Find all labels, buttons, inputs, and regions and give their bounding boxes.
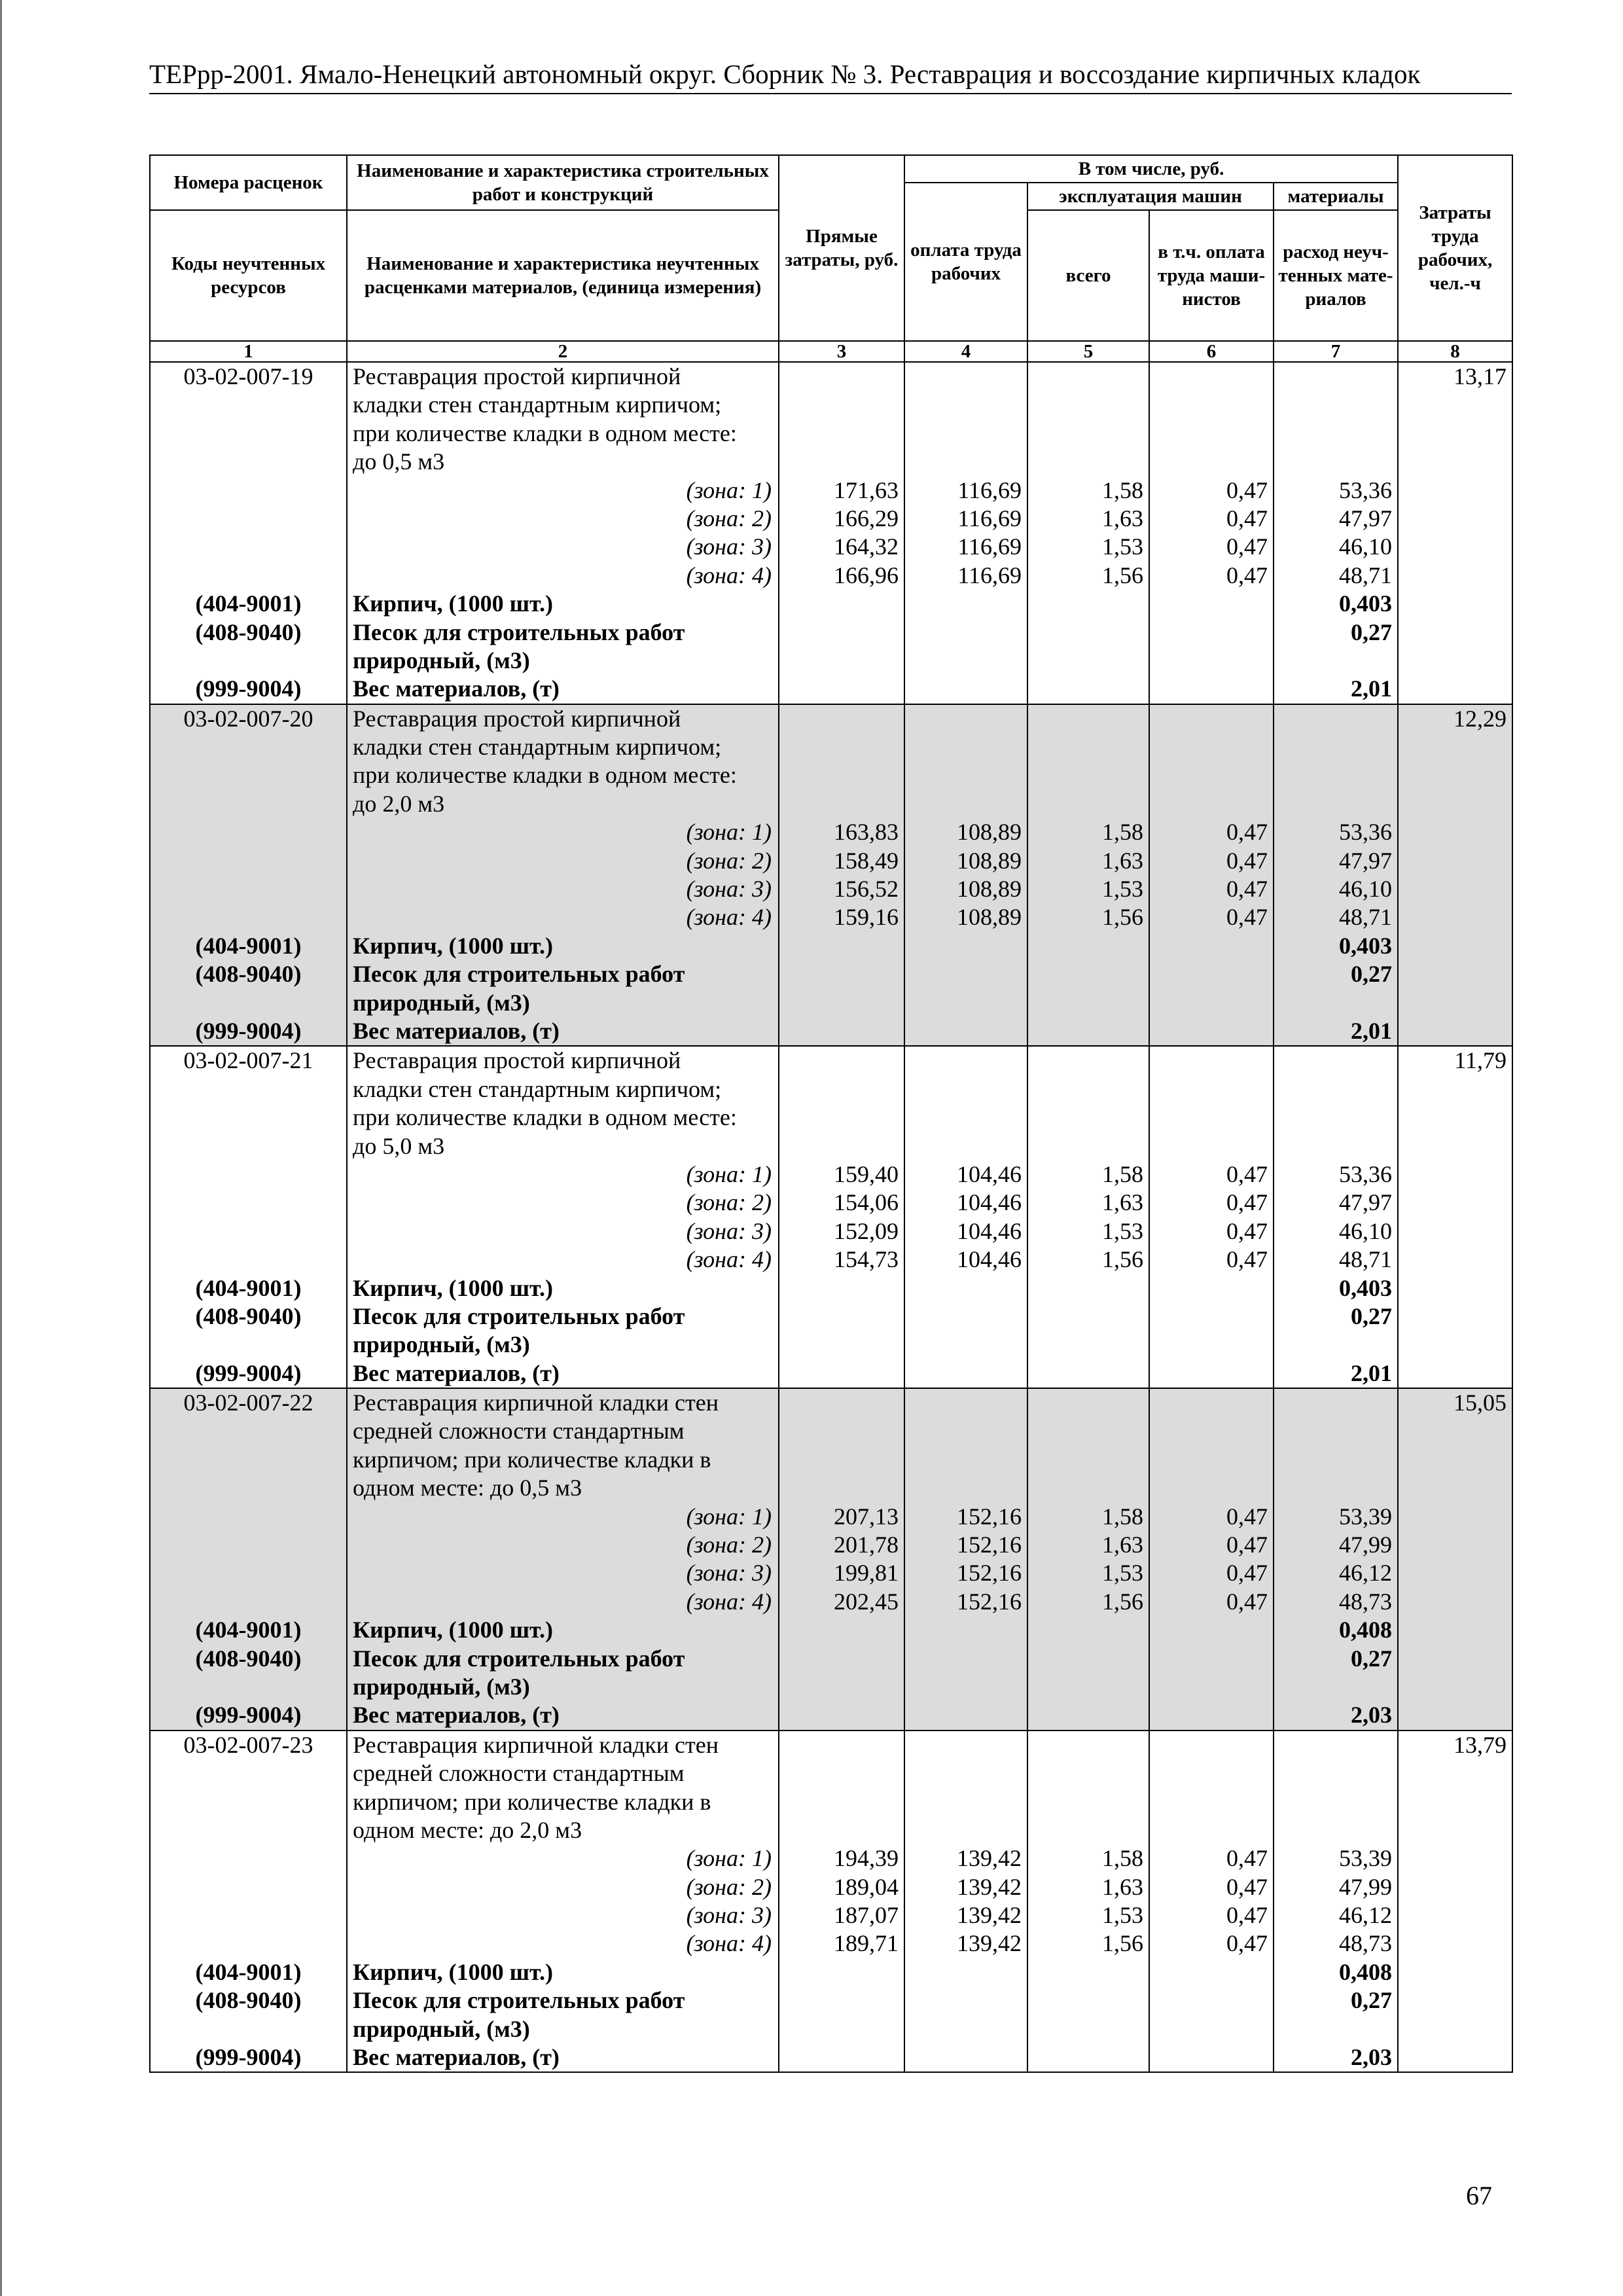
- worker-wages: 108,89: [957, 847, 1022, 874]
- materials-cost: 48,73: [1339, 1930, 1393, 1957]
- materials-cost: 48,73: [1339, 1588, 1393, 1615]
- materials-cost: 47,99: [1339, 1873, 1393, 1900]
- zone-label: (зона: 4): [686, 1246, 772, 1273]
- materials-cost: 48,71: [1339, 1246, 1393, 1273]
- machines-total: 1,56: [1102, 1588, 1143, 1615]
- worker-wages: 104,46: [957, 1246, 1022, 1273]
- resource-consumption: 0,408: [1339, 1958, 1393, 1985]
- rate-code-cell: [150, 704, 347, 1047]
- direct-costs: 189,04: [834, 1873, 899, 1900]
- worker-wages-cell: [904, 704, 1027, 1047]
- header-material-name: Наименование и характеристика неучтенных расценками материалов, (единица измерения): [347, 210, 779, 341]
- rate-name-line: кирпичом; при количестве кладки в: [353, 1446, 711, 1473]
- resource-name-continued: природный, (м3): [353, 2015, 530, 2042]
- rate-name-line: кладки стен стандартным кирпичом;: [353, 391, 722, 418]
- machinist-wages: 0,47: [1226, 819, 1268, 846]
- page-number: 67: [1466, 2181, 1492, 2210]
- column-number: 4: [904, 341, 1027, 362]
- zone-label: (зона: 3): [686, 1560, 772, 1587]
- machines-total-cell: [1027, 362, 1149, 704]
- rate-code-cell: [150, 1046, 347, 1388]
- machines-total: 1,53: [1102, 1902, 1143, 1929]
- direct-costs: 187,07: [834, 1902, 899, 1929]
- resource-name: Вес материалов, (т): [353, 2044, 560, 2071]
- worker-wages: 116,69: [957, 505, 1022, 531]
- resource-code: (999-9004): [195, 2044, 302, 2071]
- resource-name: Вес материалов, (т): [353, 1702, 560, 1729]
- direct-costs: 156,52: [834, 876, 899, 903]
- column-number: 5: [1027, 341, 1149, 362]
- rate-name-cell: [347, 704, 779, 1047]
- zone-label: (зона: 4): [686, 904, 772, 931]
- zone-label: (зона: 3): [686, 1902, 772, 1929]
- direct-costs: 152,09: [834, 1217, 899, 1244]
- resource-name: Песок для строительных работ: [353, 1645, 685, 1672]
- materials-cost: 48,71: [1339, 904, 1393, 931]
- worker-wages-cell: [904, 362, 1027, 704]
- machinist-wages: 0,47: [1226, 1246, 1268, 1273]
- header-work-name: Наименование и характеристика строительных работ и конструкций: [347, 155, 779, 210]
- resource-name-continued: природный, (м3): [353, 1331, 530, 1358]
- resource-name: Песок для строительных работ: [353, 1302, 685, 1329]
- machinist-wages: 0,47: [1226, 1217, 1268, 1244]
- resource-code: (404-9001): [195, 590, 302, 617]
- header-material-consumption: расход неуч-тенных мате-риалов: [1274, 210, 1398, 341]
- rate-name-line: до 0,5 м3: [353, 448, 445, 475]
- machines-total: 1,63: [1102, 847, 1143, 874]
- machines-total: 1,58: [1102, 1845, 1143, 1872]
- resource-code: (408-9040): [195, 1645, 302, 1672]
- rate-row: [150, 362, 1512, 704]
- worker-wages-cell: [904, 1388, 1027, 1731]
- materials-cost: 53,39: [1339, 1503, 1393, 1530]
- zone-label: (зона: 1): [686, 1845, 772, 1872]
- machinist-wages: 0,47: [1226, 476, 1268, 503]
- column-number: 7: [1274, 341, 1398, 362]
- direct-costs: 166,29: [834, 505, 899, 531]
- materials-cost: 46,10: [1339, 1217, 1393, 1244]
- resource-code: (404-9001): [195, 1274, 302, 1301]
- machines-total: 1,53: [1102, 1560, 1143, 1587]
- rate-name-line: одном месте: до 0,5 м3: [353, 1475, 582, 1501]
- resource-code: (408-9040): [195, 1302, 302, 1329]
- column-number: 1: [150, 341, 347, 362]
- zone-label: (зона: 2): [686, 1189, 772, 1216]
- machines-total: 1,63: [1102, 1873, 1143, 1900]
- rates-table: [149, 154, 1513, 2073]
- rate-name-line: кладки стен стандартным кирпичом;: [353, 734, 722, 761]
- resource-name: Кирпич, (1000 шт.): [353, 932, 553, 959]
- resource-name: Кирпич, (1000 шт.): [353, 1958, 553, 1985]
- machines-total: 1,53: [1102, 1217, 1143, 1244]
- resource-consumption: 0,27: [1351, 1302, 1393, 1329]
- direct-costs: 207,13: [834, 1503, 899, 1530]
- rate-code: 03-02-007-22: [183, 1390, 313, 1416]
- rate-entry: [150, 362, 1512, 704]
- worker-wages: 104,46: [957, 1189, 1022, 1216]
- machines-total: 1,53: [1102, 533, 1143, 560]
- machines-total-cell: [1027, 1731, 1149, 2073]
- worker-wages: 104,46: [957, 1160, 1022, 1187]
- resource-consumption: 0,27: [1351, 961, 1393, 988]
- resource-consumption: 0,403: [1339, 1274, 1393, 1301]
- direct-costs-cell: [779, 704, 904, 1047]
- resource-name-continued: природный, (м3): [353, 989, 530, 1016]
- zone-label: (зона: 4): [686, 1588, 772, 1615]
- resource-name: Кирпич, (1000 шт.): [353, 590, 553, 617]
- machines-total: 1,56: [1102, 1246, 1143, 1273]
- machinist-wages: 0,47: [1226, 1930, 1268, 1957]
- machinist-wages: 0,47: [1226, 505, 1268, 531]
- resource-consumption: 2,01: [1351, 1359, 1393, 1386]
- labor-hours-cell: [1398, 704, 1512, 1047]
- direct-costs-cell: [779, 1388, 904, 1731]
- resource-consumption: 2,03: [1351, 2044, 1393, 2071]
- worker-wages: 116,69: [957, 533, 1022, 560]
- resource-consumption: 0,403: [1339, 932, 1393, 959]
- column-number: 3: [779, 341, 904, 362]
- machinist-wages: 0,47: [1226, 847, 1268, 874]
- resource-name: Вес материалов, (т): [353, 1359, 560, 1386]
- machines-total-cell: [1027, 704, 1149, 1047]
- resource-consumption: 0,27: [1351, 1645, 1393, 1672]
- direct-costs: 189,71: [834, 1930, 899, 1957]
- resource-consumption: 0,403: [1339, 590, 1393, 617]
- resource-consumption: 0,27: [1351, 619, 1393, 645]
- resource-name: Песок для строительных работ: [353, 619, 685, 645]
- machinist-wages-cell: [1149, 1388, 1274, 1731]
- materials-cell: [1274, 362, 1398, 704]
- materials-cost: 48,71: [1339, 562, 1393, 588]
- materials-cost: 47,97: [1339, 847, 1393, 874]
- direct-costs: 159,40: [834, 1160, 899, 1187]
- zone-label: (зона: 3): [686, 533, 772, 560]
- header-direct-costs: Прямые затраты, руб.: [779, 155, 904, 341]
- worker-wages: 152,16: [957, 1560, 1022, 1587]
- machinist-wages: 0,47: [1226, 904, 1268, 931]
- resource-name: Песок для строительных работ: [353, 961, 685, 988]
- materials-cost: 46,10: [1339, 533, 1393, 560]
- rate-entry: [150, 704, 1512, 1047]
- machines-total: 1,56: [1102, 904, 1143, 931]
- header-rate-numbers: Номера расценок: [150, 155, 347, 210]
- machinist-wages: 0,47: [1226, 1873, 1268, 1900]
- machines-total: 1,63: [1102, 1532, 1143, 1558]
- zone-label: (зона: 2): [686, 1532, 772, 1558]
- header-machine-operation: эксплуатация машин: [1027, 183, 1274, 210]
- machinist-wages: 0,47: [1226, 1845, 1268, 1872]
- machinist-wages: 0,47: [1226, 1160, 1268, 1187]
- machinist-wages: 0,47: [1226, 1503, 1268, 1530]
- resource-name: Песок для строительных работ: [353, 1987, 685, 2014]
- resource-consumption: 2,01: [1351, 1017, 1393, 1044]
- materials-cost: 47,99: [1339, 1532, 1393, 1558]
- worker-wages: 108,89: [957, 904, 1022, 931]
- resource-consumption: 2,01: [1351, 675, 1393, 702]
- rate-name-cell: [347, 1388, 779, 1731]
- worker-wages: 139,42: [957, 1902, 1022, 1929]
- labor-hours: 12,29: [1454, 705, 1507, 732]
- column-number: 6: [1149, 341, 1274, 362]
- worker-wages: 108,89: [957, 876, 1022, 903]
- materials-cell: [1274, 1046, 1398, 1388]
- resource-name: Вес материалов, (т): [353, 1017, 560, 1044]
- resource-code: (999-9004): [195, 1359, 302, 1386]
- rate-code: 03-02-007-21: [183, 1047, 313, 1074]
- materials-cost: 53,36: [1339, 819, 1393, 846]
- machines-total: 1,58: [1102, 1160, 1143, 1187]
- zone-label: (зона: 3): [686, 1217, 772, 1244]
- rate-name-line: кладки стен стандартным кирпичом;: [353, 1075, 722, 1102]
- direct-costs: 164,32: [834, 533, 899, 560]
- machines-total: 1,53: [1102, 876, 1143, 903]
- resource-name: Вес материалов, (т): [353, 675, 560, 702]
- machinist-wages: 0,47: [1226, 876, 1268, 903]
- worker-wages: 108,89: [957, 819, 1022, 846]
- rate-name-cell: [347, 1731, 779, 2073]
- direct-costs: 166,96: [834, 562, 899, 588]
- rate-name-line: средней сложности стандартным: [353, 1418, 685, 1444]
- direct-costs-cell: [779, 362, 904, 704]
- resource-name-continued: природный, (м3): [353, 1673, 530, 1700]
- direct-costs: 163,83: [834, 819, 899, 846]
- resource-code: (408-9040): [195, 961, 302, 988]
- resource-code: (408-9040): [195, 619, 302, 645]
- zone-label: (зона: 1): [686, 476, 772, 503]
- page-edge: [0, 0, 2, 2296]
- document-header: ТЕРрр-2001. Ямало-Ненецкий автономный округ. Сборник № 3. Реставрация и воссоздание кирпичных кладок: [149, 59, 1421, 89]
- zone-label: (зона: 2): [686, 1873, 772, 1900]
- machines-total: 1,58: [1102, 1503, 1143, 1530]
- direct-costs: 199,81: [834, 1560, 899, 1587]
- direct-costs: 159,16: [834, 904, 899, 931]
- rate-code-cell: [150, 1388, 347, 1731]
- rate-row: [150, 1731, 1512, 2073]
- rate-name-cell: [347, 362, 779, 704]
- direct-costs: 202,45: [834, 1588, 899, 1615]
- rate-entry: [150, 1388, 1512, 1731]
- direct-costs-cell: [779, 1731, 904, 2073]
- rate-row: [150, 704, 1512, 1047]
- worker-wages: 116,69: [957, 562, 1022, 588]
- direct-costs: 194,39: [834, 1845, 899, 1872]
- machines-total: 1,63: [1102, 1189, 1143, 1216]
- rate-code: 03-02-007-20: [183, 705, 313, 732]
- resource-code: (999-9004): [195, 1017, 302, 1044]
- resource-code: (999-9004): [195, 675, 302, 702]
- rate-code-cell: [150, 362, 347, 704]
- worker-wages: 104,46: [957, 1217, 1022, 1244]
- materials-cell: [1274, 1731, 1398, 2073]
- rate-name-line: до 5,0 м3: [353, 1132, 445, 1159]
- worker-wages: 152,16: [957, 1503, 1022, 1530]
- rate-name-cell: [347, 1046, 779, 1388]
- worker-wages: 139,42: [957, 1873, 1022, 1900]
- worker-wages: 139,42: [957, 1930, 1022, 1957]
- zone-label: (зона: 4): [686, 562, 772, 588]
- column-number: 8: [1398, 341, 1512, 362]
- machines-total: 1,58: [1102, 819, 1143, 846]
- worker-wages-cell: [904, 1046, 1027, 1388]
- rate-name-line: Реставрация кирпичной кладки стен: [353, 1390, 719, 1416]
- direct-costs: 201,78: [834, 1532, 899, 1558]
- rate-name-line: одном месте: до 2,0 м3: [353, 1816, 582, 1843]
- zone-label: (зона: 1): [686, 819, 772, 846]
- worker-wages: 152,16: [957, 1588, 1022, 1615]
- rate-name-line: Реставрация простой кирпичной: [353, 1047, 681, 1074]
- rate-code: 03-02-007-23: [183, 1731, 313, 1758]
- machinist-wages: 0,47: [1226, 1588, 1268, 1615]
- rate-row: [150, 1388, 1512, 1731]
- labor-hours-cell: [1398, 362, 1512, 704]
- header-worker-wages: оплата труда рабочих: [904, 183, 1027, 341]
- rate-code: 03-02-007-19: [183, 363, 313, 389]
- machines-total-cell: [1027, 1388, 1149, 1731]
- worker-wages: 152,16: [957, 1532, 1022, 1558]
- direct-costs: 171,63: [834, 476, 899, 503]
- direct-costs: 158,49: [834, 847, 899, 874]
- direct-costs: 154,73: [834, 1246, 899, 1273]
- worker-wages: 116,69: [957, 476, 1022, 503]
- worker-wages-cell: [904, 1731, 1027, 2073]
- machinist-wages-cell: [1149, 1046, 1274, 1388]
- resource-name: Кирпич, (1000 шт.): [353, 1274, 553, 1301]
- resource-code: (404-9001): [195, 932, 302, 959]
- resource-code: (999-9004): [195, 1702, 302, 1729]
- materials-cell: [1274, 704, 1398, 1047]
- materials-cost: 53,39: [1339, 1845, 1393, 1872]
- rate-name-line: при количестве кладки в одном месте:: [353, 762, 737, 789]
- materials-cell: [1274, 1388, 1398, 1731]
- machinist-wages: 0,47: [1226, 562, 1268, 588]
- zone-label: (зона: 4): [686, 1930, 772, 1957]
- labor-hours: 15,05: [1454, 1390, 1507, 1416]
- zone-label: (зона: 3): [686, 876, 772, 903]
- rate-name-line: Реставрация простой кирпичной: [353, 705, 681, 732]
- resource-name: Кирпич, (1000 шт.): [353, 1617, 553, 1643]
- zone-label: (зона: 1): [686, 1503, 772, 1530]
- zone-label: (зона: 1): [686, 1160, 772, 1187]
- header-materials: материалы: [1274, 183, 1398, 210]
- labor-hours-cell: [1398, 1046, 1512, 1388]
- rate-row: [150, 1046, 1512, 1388]
- labor-hours: 13,17: [1454, 363, 1507, 389]
- worker-wages: 139,42: [957, 1845, 1022, 1872]
- rate-entry: [150, 1046, 1512, 1388]
- machines-total: 1,63: [1102, 505, 1143, 531]
- header-machinist-wages: в т.ч. оплата труда маши-нистов: [1149, 210, 1274, 341]
- rate-name-line: при количестве кладки в одном месте:: [353, 1104, 737, 1131]
- zone-label: (зона: 2): [686, 847, 772, 874]
- machinist-wages: 0,47: [1226, 1902, 1268, 1929]
- materials-cost: 53,36: [1339, 476, 1393, 503]
- resource-consumption: 2,03: [1351, 1702, 1393, 1729]
- rate-name-line: до 2,0 м3: [353, 790, 445, 817]
- header-rule: [149, 93, 1512, 94]
- rate-name-line: Реставрация простой кирпичной: [353, 363, 681, 389]
- machinist-wages: 0,47: [1226, 1189, 1268, 1216]
- header-labor-hours: Затраты труда рабочих, чел.-ч: [1398, 155, 1512, 341]
- resource-consumption: 0,408: [1339, 1617, 1393, 1643]
- resource-code: (408-9040): [195, 1987, 302, 2014]
- column-number: 2: [347, 341, 779, 362]
- labor-hours-cell: [1398, 1388, 1512, 1731]
- rate-name-line: при количестве кладки в одном месте:: [353, 420, 737, 446]
- materials-cost: 53,36: [1339, 1160, 1393, 1187]
- machines-total-cell: [1027, 1046, 1149, 1388]
- zone-label: (зона: 2): [686, 505, 772, 531]
- machinist-wages-cell: [1149, 362, 1274, 704]
- materials-cost: 46,12: [1339, 1560, 1393, 1587]
- rate-name-line: Реставрация кирпичной кладки стен: [353, 1731, 719, 1758]
- rate-code-cell: [150, 1731, 347, 2073]
- header-including: В том числе, руб.: [904, 155, 1398, 183]
- resource-consumption: 0,27: [1351, 1987, 1393, 2014]
- header-machines-total: всего: [1027, 210, 1149, 341]
- labor-hours: 11,79: [1454, 1047, 1507, 1074]
- resource-name-continued: природный, (м3): [353, 647, 530, 673]
- machines-total: 1,56: [1102, 1930, 1143, 1957]
- machinist-wages: 0,47: [1226, 533, 1268, 560]
- machinist-wages-cell: [1149, 1731, 1274, 2073]
- machinist-wages: 0,47: [1226, 1560, 1268, 1587]
- rate-name-line: кирпичом; при количестве кладки в: [353, 1788, 711, 1815]
- materials-cost: 47,97: [1339, 505, 1393, 531]
- machines-total: 1,56: [1102, 562, 1143, 588]
- materials-cost: 47,97: [1339, 1189, 1393, 1216]
- direct-costs: 154,06: [834, 1189, 899, 1216]
- materials-cost: 46,12: [1339, 1902, 1393, 1929]
- machines-total: 1,58: [1102, 476, 1143, 503]
- labor-hours-cell: [1398, 1731, 1512, 2073]
- direct-costs-cell: [779, 1046, 904, 1388]
- rate-name-line: средней сложности стандартным: [353, 1760, 685, 1787]
- resource-code: (404-9001): [195, 1958, 302, 1985]
- labor-hours: 13,79: [1454, 1731, 1507, 1758]
- machinist-wages-cell: [1149, 704, 1274, 1047]
- header-resource-codes: Коды неучтенных ресурсов: [150, 210, 347, 341]
- materials-cost: 46,10: [1339, 876, 1393, 903]
- resource-code: (404-9001): [195, 1617, 302, 1643]
- machinist-wages: 0,47: [1226, 1532, 1268, 1558]
- rate-entry: [150, 1731, 1512, 2073]
